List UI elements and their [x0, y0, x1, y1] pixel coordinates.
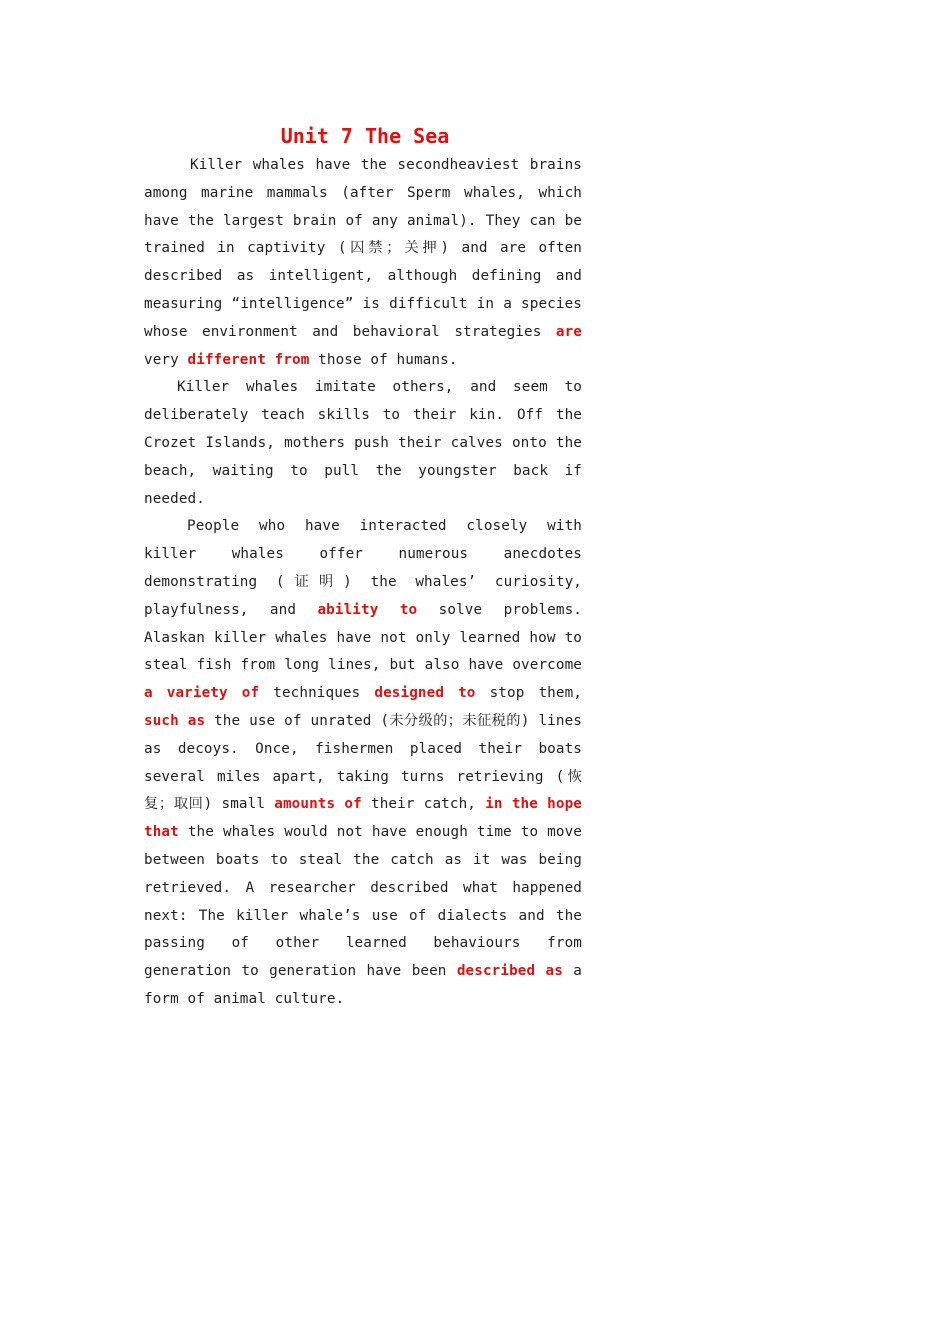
highlighted-phrase: a variety of	[144, 685, 260, 702]
text-run: stop them,	[475, 685, 582, 702]
document-page	[144, 120, 582, 1014]
text-run: the use of unrated (未分级的；未征税的) lines as decoys. Once, fishermen placed their boats several miles apart, taking turns retrieving (恢复；取回) small	[144, 712, 582, 813]
text-run: Killer whales have the secondheaviest brains among marine mammals (after Sperm whales, which have the largest brain of any animal). They can be trained in captivity (囚禁；关押) and are often described as intelligent, although defining and measuring “intelligence” is difficult in a species whose environment and behavioral strategies	[144, 157, 582, 340]
paragraph-1	[144, 152, 582, 374]
highlighted-phrase: ability to	[317, 601, 418, 618]
highlighted-phrase: described as	[456, 963, 563, 980]
text-run: the whales would not have enough time to move between boats to steal the catch as it was being retrieved. A researcher described what happened next: The killer whale’s use of dialects and the passing of other learned behaviours from generation to generation have been	[144, 824, 582, 980]
text-run: People who have interacted closely with killer whales offer numerous anecdotes demonstrating (证明) the whales’ curiosity, playfulness, and	[144, 518, 582, 618]
page-title: Unit 7 The Sea	[280, 124, 450, 148]
text-run: solve problems. Alaskan killer whales have not only learned how to steal fish from long lines, but also have overcome	[144, 601, 582, 674]
text-run: a form of animal culture.	[144, 963, 582, 1007]
paragraph-3	[144, 513, 582, 1013]
paragraph-2	[144, 374, 582, 513]
highlighted-phrase: are	[555, 323, 582, 340]
highlighted-phrase: such as	[144, 712, 206, 729]
text-run: Killer whales imitate others, and seem to deliberately teach skills to their kin. Off the Crozet Islands, mothers push their calves onto the beach, waiting to pull the youngster back if needed.	[144, 379, 582, 507]
highlighted-phrase: designed to	[374, 685, 476, 702]
text-run: very	[144, 351, 188, 368]
text-run: those of humans.	[309, 351, 458, 368]
text-run: techniques	[259, 685, 375, 702]
highlighted-phrase: amounts of	[274, 796, 362, 813]
text-run: their catch,	[361, 796, 486, 813]
highlighted-phrase: in the hope that	[144, 796, 582, 841]
highlighted-phrase: different from	[187, 351, 310, 368]
